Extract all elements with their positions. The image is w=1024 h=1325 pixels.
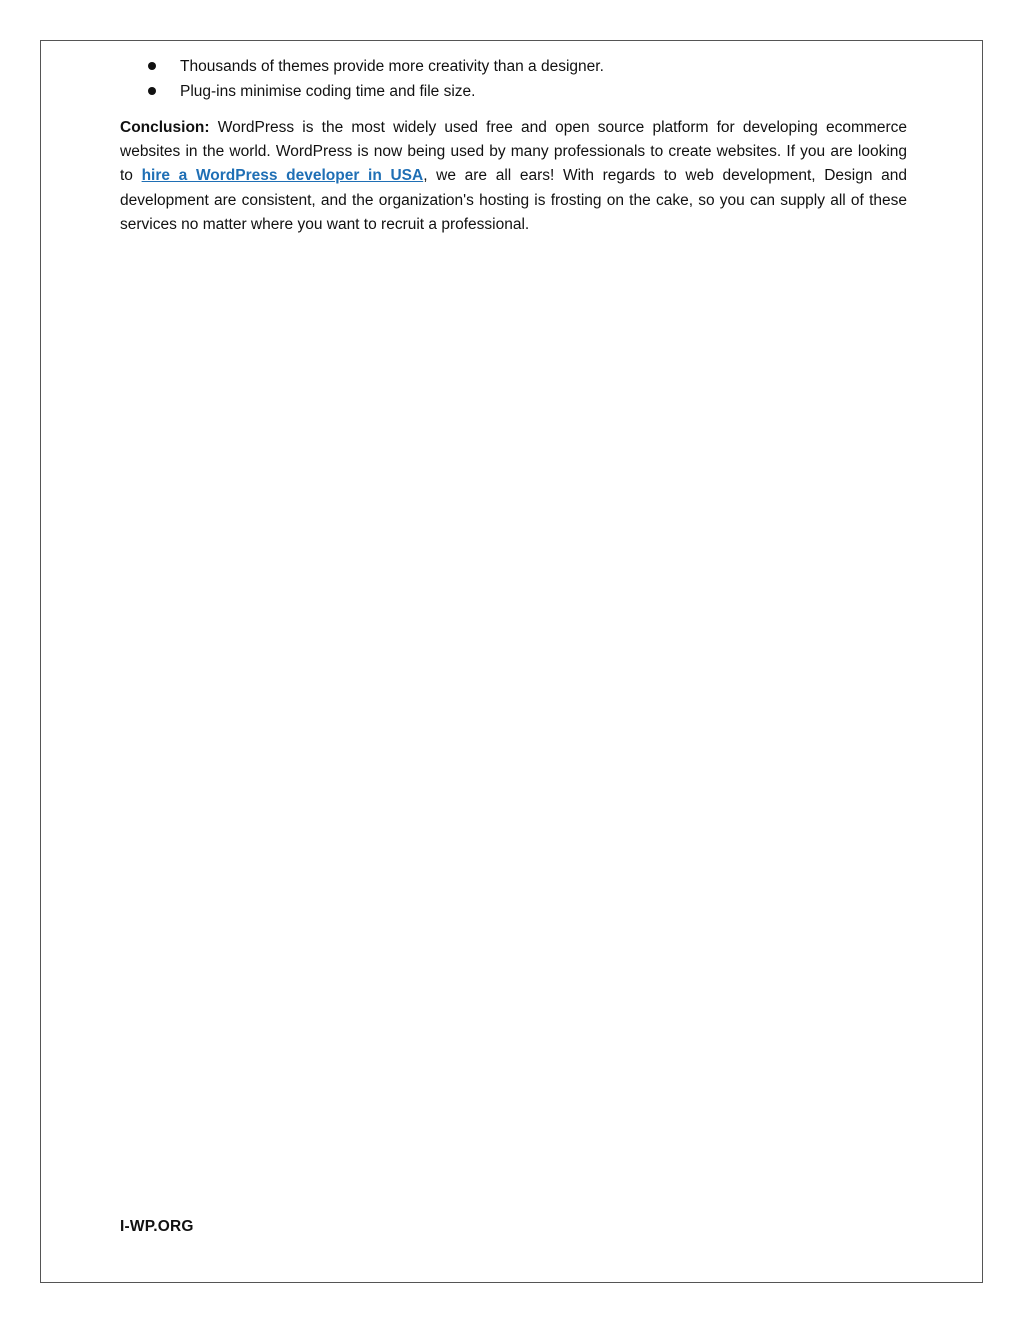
bullet-icon <box>148 62 156 70</box>
conclusion-text-before: WordPress is the most widely used free and open source platform for developing ecommerce websites in the world. WordPress is now being used by many professionals to create websites. If you are looking to <box>120 119 907 185</box>
conclusion-label: Conclusion: <box>120 119 210 136</box>
footer-brand: I-WP.ORG <box>120 1218 194 1235</box>
list-item-text: Thousands of themes provide more creativity than a designer. <box>180 58 604 75</box>
hire-developer-link[interactable]: hire a WordPress developer in USA <box>141 167 424 185</box>
conclusion-text-after: , we are all ears! With regards to web development, Design and development are consistent, and the organization's hosting is frosting on the cake, so you can supply all of these services no matter where you want to recruit a professional. <box>120 167 908 233</box>
bullet-icon <box>148 87 156 95</box>
conclusion-paragraph <box>120 116 907 237</box>
list-item <box>140 79 604 104</box>
list-item-text: Plug-ins minimise coding time and file size. <box>180 83 476 100</box>
bullet-list <box>140 54 604 104</box>
list-item <box>140 54 604 79</box>
